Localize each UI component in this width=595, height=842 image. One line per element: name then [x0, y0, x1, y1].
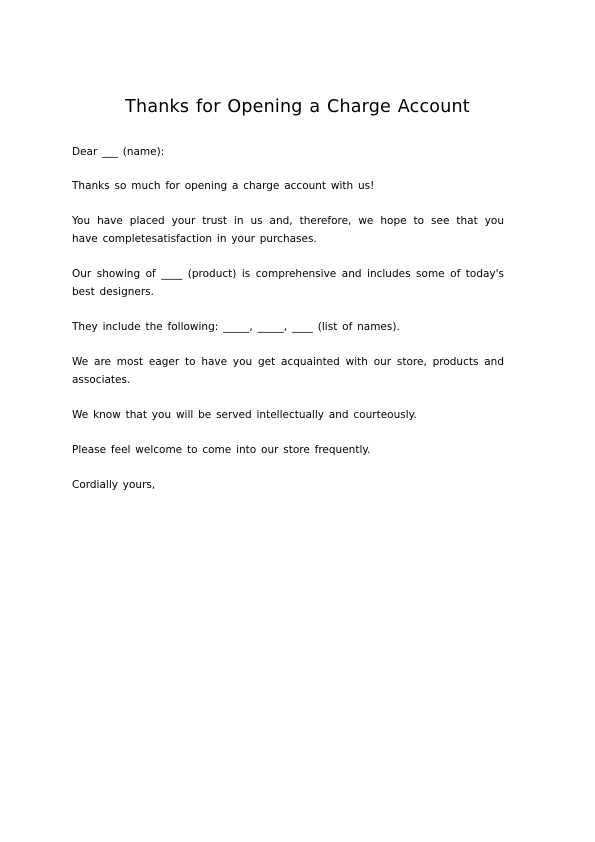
salutation: Dear ___ (name): — [72, 146, 165, 158]
paragraph-list: They include the following: _____, _____, ____ (list of names). — [72, 321, 400, 333]
paragraph-thanks: Thanks so much for opening a charge account with us! — [72, 180, 375, 192]
paragraph-welcome: Please feel welcome to come into our store frequently. — [72, 444, 371, 456]
closing: Cordially yours, — [72, 479, 156, 491]
paragraph-showing: Our showing of ____ (product) is comprehensive and includes some of today's best designers. — [72, 268, 504, 298]
paragraph-acquainted: We are most eager to have you get acquainted with our store, products and associates. — [72, 356, 504, 386]
paragraph-served: We know that you will be served intellectually and courteously. — [72, 409, 417, 421]
paragraph-trust: You have placed your trust in us and, therefore, we hope to see that you have completesatisfaction in your purchases. — [72, 215, 504, 245]
letter-title: Thanks for Opening a Charge Account — [125, 97, 470, 117]
